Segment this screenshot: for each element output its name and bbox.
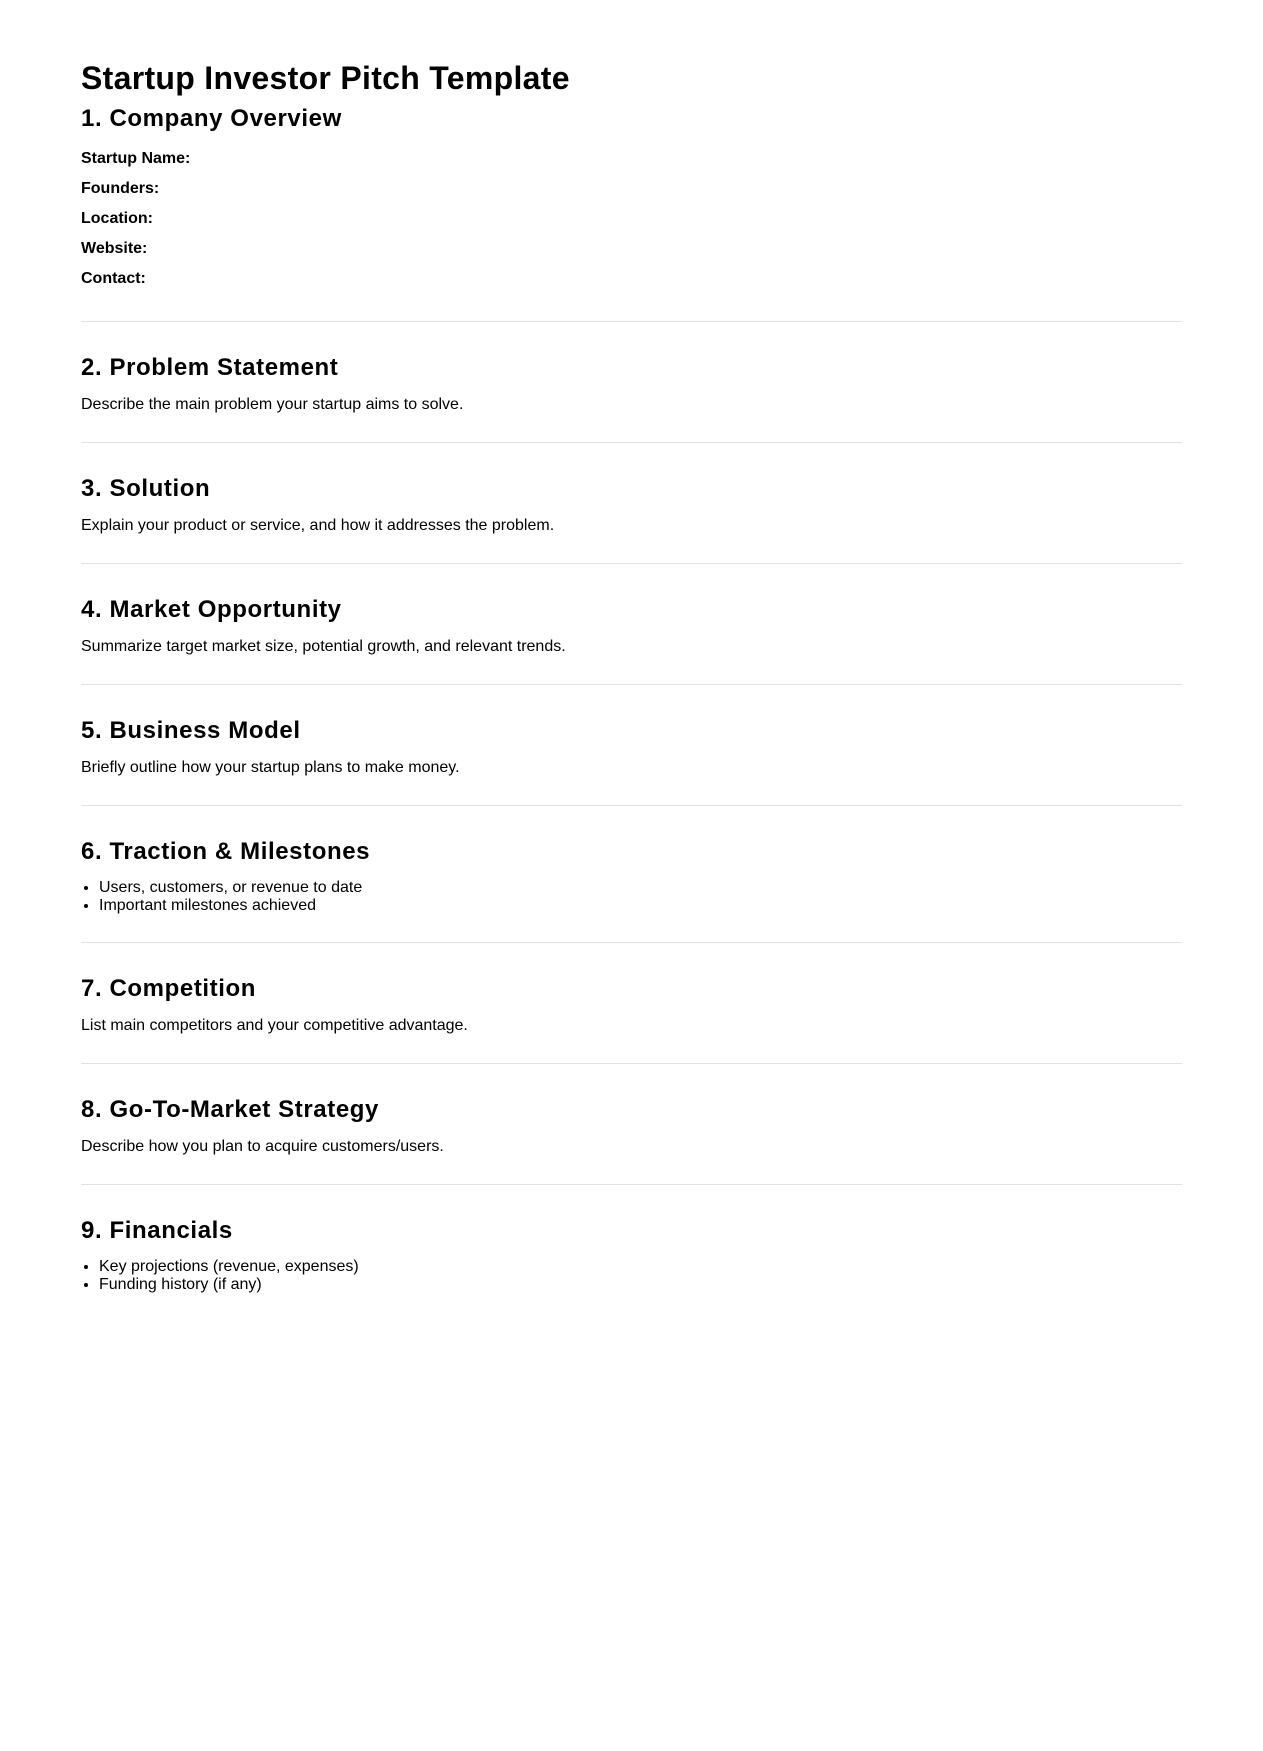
section-description: Describe how you plan to acquire customers/users.: [81, 1138, 444, 1155]
document-title: Startup Investor Pitch Template: [81, 60, 570, 96]
section-description: Briefly outline how your startup plans to make money.: [81, 759, 460, 776]
field-label: Founders:: [81, 180, 160, 197]
section-heading: 4. Market Opportunity: [81, 596, 342, 623]
list-item: • Key projections (revenue, expenses): [99, 1258, 1182, 1276]
section-company-overview: [81, 104, 1182, 322]
field-label: Location:: [81, 210, 153, 227]
section-heading: 8. Go-To-Market Strategy: [81, 1096, 380, 1123]
field-location: [81, 204, 1182, 234]
list-item: • Funding history (if any): [99, 1276, 1182, 1294]
section-description: Summarize target market size, potential growth, and relevant trends.: [81, 638, 566, 655]
section-solution: [81, 474, 1182, 564]
bullet-list: [81, 1258, 1182, 1294]
section-problem-statement: [81, 353, 1182, 443]
section-heading: 5. Business Model: [81, 717, 301, 744]
section-go-to-market: [81, 1095, 1182, 1185]
section-heading: 1. Company Overview: [81, 105, 342, 132]
field-website: [81, 234, 1182, 264]
field-label: Contact:: [81, 270, 146, 287]
field-label: Website:: [81, 240, 148, 257]
section-competition: [81, 974, 1182, 1064]
list-item: • Important milestones achieved: [99, 897, 1182, 915]
section-business-model: [81, 716, 1182, 806]
section-financials: [81, 1216, 1182, 1321]
section-heading: 6. Traction & Milestones: [81, 838, 371, 865]
field-contact: [81, 264, 1182, 294]
section-description: Explain your product or service, and how it addresses the problem.: [81, 517, 555, 534]
section-heading: 9. Financials: [81, 1217, 233, 1244]
section-market-opportunity: [81, 595, 1182, 685]
field-founders: [81, 174, 1182, 204]
section-heading: 7. Competition: [81, 975, 257, 1002]
bullet-list: [81, 879, 1182, 915]
section-heading: 3. Solution: [81, 475, 211, 502]
list-item: • Users, customers, or revenue to date: [99, 879, 1182, 897]
company-fields: [81, 144, 1182, 294]
field-label: Startup Name:: [81, 150, 191, 167]
section-heading: 2. Problem Statement: [81, 354, 339, 381]
field-startup-name: [81, 144, 1182, 174]
section-description: Describe the main problem your startup aims to solve.: [81, 396, 464, 413]
section-description: List main competitors and your competitive advantage.: [81, 1017, 468, 1034]
section-traction-milestones: [81, 837, 1182, 943]
